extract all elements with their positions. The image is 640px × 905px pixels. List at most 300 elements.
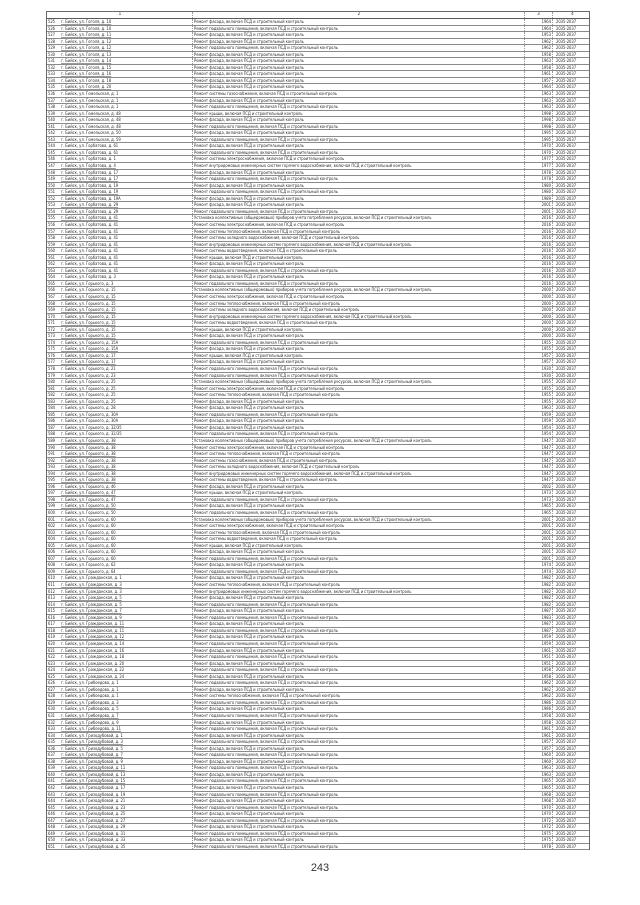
address-cell xyxy=(47,445,193,451)
year-built-cell: 1947 xyxy=(525,445,553,451)
address-text: г. Бийск, ул. Горького, д. 47 xyxy=(61,490,116,496)
planned-period-cell: 2035-2037 xyxy=(556,379,577,385)
work-type-cell: Ремонт фасада, включая ПСД и строительный контроль xyxy=(193,84,525,90)
work-type-cell: Ремонт подвального помещения, включая ПСД и строительный контроль xyxy=(193,739,525,745)
row-number: 546 xyxy=(48,156,56,162)
address-cell xyxy=(47,811,193,817)
row-number: 567 xyxy=(48,293,56,299)
year-built-cell: 1957 xyxy=(525,359,553,365)
planned-period-cell: 2035-2037 xyxy=(556,745,577,751)
row-number: 610 xyxy=(48,575,56,581)
address-cell xyxy=(47,517,193,523)
year-built-cell: 1998 xyxy=(525,124,553,130)
work-type-cell: Установка коллективных (общедомовых) приборов учета потребления ресурсов, включая ПСД и строительный контроль xyxy=(193,438,525,444)
planned-period-cell: 2035-2037 xyxy=(556,267,577,273)
address-text: г. Бийск, ул. Горького, д. 38 xyxy=(61,477,116,483)
year-built-cell: 1930 xyxy=(525,373,553,379)
work-type-cell: Ремонт подвального помещения, включая ПСД и строительный контроль xyxy=(193,615,525,621)
row-number: 624 xyxy=(48,667,56,673)
address-cell xyxy=(47,71,193,77)
address-cell xyxy=(47,608,193,614)
address-cell xyxy=(47,215,193,221)
planned-period-cell: 2035-2037 xyxy=(556,91,577,97)
address-cell xyxy=(47,720,193,726)
address-cell xyxy=(47,510,193,516)
row-number: 556 xyxy=(48,221,56,227)
work-type-cell: Ремонт подвального помещения, включая ПСД и строительный контроль xyxy=(193,805,525,811)
address-text: г. Бийск, ул. Горького, д. 25 xyxy=(61,379,116,385)
address-cell xyxy=(47,464,193,470)
work-type-cell: Ремонт подвального помещения, включая ПСД и строительный контроль xyxy=(193,510,525,516)
work-type-cell: Ремонт фасада, включая ПСД и строительный контроль xyxy=(193,575,525,581)
row-number: 613 xyxy=(48,595,56,601)
year-built-cell: 2016 xyxy=(525,215,553,221)
address-text: г. Бийск, ул. Горького, д. 60 xyxy=(61,516,116,522)
work-type-cell: Установка коллективных (общедомовых) приборов учета потребления ресурсов, включая ПСД и строительный контроль xyxy=(193,287,525,293)
work-type-cell: Ремонт системы теплоснабжения, включая ПСД и строительный контроль xyxy=(193,582,525,588)
address-cell xyxy=(47,320,193,326)
row-number: 553 xyxy=(48,202,56,208)
work-type-cell: Ремонт крыши, включая ПСД и строительный контроль xyxy=(193,111,525,117)
column-header-2: 2 xyxy=(193,12,525,18)
planned-period-cell: 2035-2037 xyxy=(556,221,577,227)
work-type-cell: Ремонт внутридомовых инженерных систем горячего водоснабжения, включая ПСД и строительный контроль xyxy=(193,163,525,169)
address-cell xyxy=(47,700,193,706)
address-text: г. Бийск, ул. Горького, д. 3 xyxy=(61,280,114,286)
year-built-cell: 1947 xyxy=(525,477,553,483)
address-cell xyxy=(47,687,193,693)
column-header-3: 3 xyxy=(525,12,553,18)
planned-period-cell: 2035-2037 xyxy=(556,261,577,267)
row-number: 574 xyxy=(48,339,56,345)
year-built-cell: 1970 xyxy=(525,143,553,149)
work-type-cell: Ремонт подвального помещения, включая ПСД и строительный контроль xyxy=(193,778,525,784)
year-built-cell: 2016 xyxy=(525,222,553,228)
address-text: г. Бийск, ул. Горького, д. 25 xyxy=(61,398,116,404)
address-cell xyxy=(47,255,193,261)
address-cell xyxy=(47,451,193,457)
year-built-cell: 1962 xyxy=(525,39,553,45)
address-cell xyxy=(47,379,193,385)
year-built-cell: 1986 xyxy=(525,706,553,712)
planned-period-cell: 2035-2037 xyxy=(556,680,577,686)
address-cell xyxy=(47,844,193,850)
row-number: 544 xyxy=(48,143,56,149)
planned-period-cell: 2035-2037 xyxy=(556,104,577,110)
address-cell xyxy=(47,412,193,418)
year-built-cell: 1964 xyxy=(525,84,553,90)
address-text: г. Бийск, ул. Гризодубовой, д. 5 xyxy=(61,745,123,751)
row-number: 545 xyxy=(48,149,56,155)
year-built-cell: 1960 xyxy=(525,752,553,758)
address-cell xyxy=(47,680,193,686)
row-number: 528 xyxy=(48,38,56,44)
year-built-cell: 2001 xyxy=(525,549,553,555)
work-type-cell: Ремонт фасада, включая ПСД и строительный контроль xyxy=(193,183,525,189)
address-text: г. Бийск, ул. Гризодубовой, д. 17 xyxy=(61,784,126,790)
work-type-cell: Ремонт системы электроснабжения, включая ПСД и строительный контроль xyxy=(193,222,525,228)
address-text: г. Бийск, ул. Гризодубовой, д. 21 xyxy=(61,798,126,804)
planned-period-cell: 2035-2037 xyxy=(556,398,577,404)
address-cell xyxy=(47,156,193,162)
address-text: г. Бийск, ул. Горбатова, д. 41 xyxy=(61,241,119,247)
address-cell xyxy=(47,314,193,320)
table-row xyxy=(47,844,589,851)
address-cell xyxy=(47,641,193,647)
work-type-cell: Ремонт системы электроснабжения, включая ПСД и строительный контроль xyxy=(193,294,525,300)
address-cell xyxy=(47,798,193,804)
address-text: г. Бийск, ул. Горького, д. 15А xyxy=(61,339,119,345)
work-type-cell: Ремонт внутридомовых инженерных систем горячего водоснабжения, включая ПСД и строительный контроль xyxy=(193,242,525,248)
work-type-cell: Ремонт подвального помещения, включая ПСД и строительный контроль xyxy=(193,818,525,824)
planned-period-cell: 2035-2037 xyxy=(556,529,577,535)
address-cell xyxy=(47,615,193,621)
address-cell xyxy=(47,45,193,51)
year-built-cell: 1962 xyxy=(525,680,553,686)
year-built-cell: 1977 xyxy=(525,156,553,162)
work-type-cell: Ремонт подвального помещения, включая ПСД и строительный контроль xyxy=(193,831,525,837)
row-number: 643 xyxy=(48,791,56,797)
address-cell xyxy=(47,373,193,379)
planned-period-cell: 2035-2037 xyxy=(556,293,577,299)
row-number: 566 xyxy=(48,287,56,293)
row-number: 534 xyxy=(48,77,56,83)
row-number: 537 xyxy=(48,97,56,103)
planned-period-cell: 2035-2037 xyxy=(556,326,577,332)
address-cell xyxy=(47,654,193,660)
work-type-cell: Ремонт системы холодного водоснабжения, включая ПСД и строительный контроль xyxy=(193,307,525,313)
address-text: г. Бийск, ул. Гризодубовой, д. 15 xyxy=(61,778,126,784)
row-number: 651 xyxy=(48,843,56,849)
address-cell xyxy=(47,805,193,811)
year-built-cell: 2000 xyxy=(525,294,553,300)
address-text: г. Бийск, ул. Гризодубовой, д. 13 xyxy=(61,771,126,777)
row-number: 636 xyxy=(48,745,56,751)
address-cell xyxy=(47,778,193,784)
planned-period-cell: 2035-2037 xyxy=(556,189,577,195)
year-built-cell: 1975 xyxy=(525,831,553,837)
planned-period-cell: 2035-2037 xyxy=(556,149,577,155)
row-number: 635 xyxy=(48,739,56,745)
planned-period-cell: 2035-2037 xyxy=(556,51,577,57)
work-type-cell: Ремонт подвального помещения, включая ПСД и строительный контроль xyxy=(193,752,525,758)
address-text: г. Бийск, ул. Гражданская, д. 3 xyxy=(61,582,122,588)
address-text: г. Бийск, ул. Горького, д. 60 xyxy=(61,529,116,535)
address-cell xyxy=(47,39,193,45)
address-text: г. Бийск, ул. Гражданская, д. 14 xyxy=(61,640,125,646)
address-text: г. Бийск, ул. Грибоедова, д. 1 xyxy=(61,693,119,699)
work-type-cell: Ремонт подвального помещения, включая ПСД и строительный контроль xyxy=(193,189,525,195)
planned-period-cell: 2035-2037 xyxy=(556,634,577,640)
row-number: 584 xyxy=(48,405,56,411)
work-type-cell: Ремонт подвального помещения, включая ПСД и строительный контроль xyxy=(193,373,525,379)
year-built-cell: 1982 xyxy=(525,589,553,595)
address-cell xyxy=(47,785,193,791)
address-text: г. Бийск, ул. Горбатова, д. 41 xyxy=(61,267,119,273)
planned-period-cell: 2035-2037 xyxy=(556,215,577,221)
work-type-cell: Ремонт фасада, включая ПСД и строительный контроль xyxy=(193,359,525,365)
planned-period-cell: 2035-2037 xyxy=(556,143,577,149)
planned-period-cell: 2035-2037 xyxy=(556,739,577,745)
planned-period-cell: 2035-2037 xyxy=(556,778,577,784)
year-built-cell: 1982 xyxy=(525,602,553,608)
address-cell xyxy=(47,648,193,654)
planned-period-cell: 2035-2037 xyxy=(556,752,577,758)
address-text: г. Бийск, ул. Грибоедова, д. 11 xyxy=(61,726,121,732)
row-number: 596 xyxy=(48,483,56,489)
year-built-cell: 2001 xyxy=(525,523,553,529)
work-type-cell: Ремонт системы теплоснабжения, включая ПСД и строительный контроль xyxy=(193,229,525,235)
planned-period-cell: 2035-2037 xyxy=(556,817,577,823)
work-type-cell: Ремонт системы водоотведения, включая ПСД и строительный контроль xyxy=(193,248,525,254)
address-text: г. Бийск, ул. Горького, д. 60 xyxy=(61,549,116,555)
planned-period-cell: 2035-2037 xyxy=(556,58,577,64)
year-built-cell: 1998 xyxy=(525,117,553,123)
address-text: г. Бийск, ул. Гоголя, д. 16 xyxy=(61,71,112,77)
planned-period-cell: 2035-2037 xyxy=(556,117,577,123)
work-type-cell: Ремонт фасада, включая ПСД и строительный контроль xyxy=(193,648,525,654)
address-text: г. Бийск, ул. Гризодубовой, д. 11 xyxy=(61,765,126,771)
address-cell xyxy=(47,104,193,110)
planned-period-cell: 2035-2037 xyxy=(556,405,577,411)
planned-period-cell: 2035-2037 xyxy=(556,490,577,496)
planned-period-cell: 2035-2037 xyxy=(556,77,577,83)
address-cell xyxy=(47,124,193,130)
planned-period-cell: 2035-2037 xyxy=(556,824,577,830)
address-text: г. Бийск, ул. Горбатова, д. 19А xyxy=(61,195,121,201)
address-text: г. Бийск, ул. Горбатова, д. 19 xyxy=(61,189,119,195)
address-text: г. Бийск, ул. Горького, д. 28 xyxy=(61,405,116,411)
planned-period-cell: 2035-2037 xyxy=(556,595,577,601)
planned-period-cell: 2035-2037 xyxy=(556,784,577,790)
year-built-cell: 1986 xyxy=(525,700,553,706)
address-text: г. Бийск, ул. Горбатова, д. 41 xyxy=(61,221,119,227)
address-cell xyxy=(47,117,193,123)
address-cell xyxy=(47,562,193,568)
work-type-cell: Ремонт подвального помещения, включая ПСД и строительный контроль xyxy=(193,26,525,32)
row-number: 540 xyxy=(48,117,56,123)
work-type-cell: Ремонт подвального помещения, включая ПСД и строительный контроль xyxy=(193,680,525,686)
work-type-cell: Ремонт фасада, включая ПСД и строительный контроль xyxy=(193,720,525,726)
row-number: 543 xyxy=(48,136,56,142)
year-built-cell: 1959 xyxy=(525,634,553,640)
address-text: г. Бийск, ул. Гражданская, д. 1 xyxy=(61,575,122,581)
work-type-cell: Ремонт фасада, включая ПСД и строительный контроль xyxy=(193,52,525,58)
year-built-cell: 1974 xyxy=(525,569,553,575)
address-text: г. Бийск, ул. Горького, д. 15 xyxy=(61,293,116,299)
work-type-cell: Ремонт фасада, включая ПСД и строительный контроль xyxy=(193,58,525,64)
address-text: г. Бийск, ул. Гоголя, д. 10 xyxy=(61,25,112,31)
planned-period-cell: 2035-2037 xyxy=(556,359,577,365)
address-text: г. Бийск, ул. Горбатова, д. 41 xyxy=(61,261,119,267)
planned-period-cell: 2035-2037 xyxy=(556,424,577,430)
work-type-cell: Ремонт фасада, включая ПСД и строительный контроль xyxy=(193,78,525,84)
row-number: 582 xyxy=(48,392,56,398)
planned-period-cell: 2035-2037 xyxy=(556,169,577,175)
address-cell xyxy=(47,170,193,176)
year-built-cell: 2000 xyxy=(525,301,553,307)
address-text: г. Бийск, ул. Горького, д. 17 xyxy=(61,352,116,358)
year-built-cell: 1963 xyxy=(525,91,553,97)
work-type-cell: Ремонт фасада, включая ПСД и строительный контроль xyxy=(193,117,525,123)
address-text: г. Бийск, ул. Гризодубовой, д. 1 xyxy=(61,732,123,738)
row-number: 650 xyxy=(48,837,56,843)
address-cell xyxy=(47,84,193,90)
row-number: 608 xyxy=(48,562,56,568)
year-built-cell: 2002 xyxy=(525,484,553,490)
year-built-cell: 1959 xyxy=(525,412,553,418)
work-type-cell: Ремонт фасада, включая ПСД и строительный контроль xyxy=(193,418,525,424)
work-type-cell: Ремонт фасада, включая ПСД и строительный контроль xyxy=(193,549,525,555)
planned-period-cell: 2035-2037 xyxy=(556,411,577,417)
planned-period-cell: 2035-2037 xyxy=(556,365,577,371)
address-text: г. Бийск, ул. Гоголя, д. 15 xyxy=(61,64,112,70)
planned-period-cell: 2035-2037 xyxy=(556,654,577,660)
row-number: 588 xyxy=(48,431,56,437)
address-cell xyxy=(47,222,193,228)
planned-period-cell: 2035-2037 xyxy=(556,182,577,188)
planned-period-cell: 2035-2037 xyxy=(556,647,577,653)
planned-period-cell: 2035-2037 xyxy=(556,712,577,718)
address-text: г. Бийск, ул. Грибоедова, д. 9 xyxy=(61,719,119,725)
work-type-cell: Ремонт системы электроснабжения, включая ПСД и строительный контроль xyxy=(193,523,525,529)
planned-period-cell: 2035-2037 xyxy=(556,352,577,358)
year-built-cell: 1983 xyxy=(525,615,553,621)
address-text: г. Бийск, ул. Горького, д. 15 xyxy=(61,326,116,332)
address-text: г. Бийск, ул. Горького, д. 38 xyxy=(61,444,116,450)
address-cell xyxy=(47,661,193,667)
work-type-cell: Ремонт фасада, включая ПСД и строительный контроль xyxy=(193,346,525,352)
planned-period-cell: 2035-2037 xyxy=(556,71,577,77)
address-cell xyxy=(47,575,193,581)
work-type-cell: Ремонт фасада, включая ПСД и строительный контроль xyxy=(193,562,525,568)
row-number: 630 xyxy=(48,706,56,712)
year-built-cell: 1987 xyxy=(525,621,553,627)
planned-period-cell: 2035-2037 xyxy=(556,300,577,306)
row-number: 595 xyxy=(48,477,56,483)
planned-period-cell: 2035-2037 xyxy=(556,667,577,673)
planned-period-cell: 2035-2037 xyxy=(556,523,577,529)
column-header-4: 4 xyxy=(571,12,574,17)
row-number: 602 xyxy=(48,523,56,529)
year-built-cell: 2001 xyxy=(525,536,553,542)
address-cell xyxy=(47,229,193,235)
address-text: г. Бийск, ул. Горького, д. 21 xyxy=(61,365,116,371)
address-text: г. Бийск, ул. Горбатова, д. 1 xyxy=(61,156,116,162)
address-cell xyxy=(47,268,193,274)
year-built-cell: 1974 xyxy=(525,562,553,568)
work-type-cell: Ремонт фасада, включая ПСД и строительный контроль xyxy=(193,71,525,77)
planned-period-cell: 2035-2037 xyxy=(556,464,577,470)
address-text: г. Бийск, ул. Горького, д. 15 xyxy=(61,333,116,339)
address-text: г. Бийск, ул. Горбатова, д. 29 xyxy=(61,208,119,214)
work-type-cell: Ремонт подвального помещения, включая ПСД и строительный контроль xyxy=(193,150,525,156)
planned-period-cell: 2035-2037 xyxy=(556,496,577,502)
address-cell xyxy=(47,307,193,313)
address-text: г. Бийск, ул. Горбатова, д. 41 xyxy=(61,235,119,241)
address-text: г. Бийск, ул. Гомельская, д. 48 xyxy=(61,110,121,116)
work-type-cell: Ремонт фасада, включая ПСД и строительный контроль xyxy=(193,733,525,739)
address-cell xyxy=(47,143,193,149)
work-type-cell: Ремонт подвального помещения, включая ПСД и строительный контроль xyxy=(193,209,525,215)
row-number: 558 xyxy=(48,235,56,241)
row-number: 549 xyxy=(48,176,56,182)
row-number: 634 xyxy=(48,732,56,738)
year-built-cell: 2016 xyxy=(525,229,553,235)
address-text: г. Бийск, ул. Горького, д. 50 xyxy=(61,510,116,516)
address-text: г. Бийск, ул. Горького, д. 32/35 xyxy=(61,431,122,437)
address-text: г. Бийск, ул. Горького, д. 38 xyxy=(61,438,116,443)
address-text: г. Бийск, ул. Гражданская, д. 18 xyxy=(61,654,125,660)
address-cell xyxy=(47,818,193,824)
address-text: г. Бийск, ул. Гомельская, д. 1 xyxy=(61,91,119,97)
work-type-cell: Ремонт фасада, включая ПСД и строительный контроль xyxy=(193,39,525,45)
work-type-cell: Ремонт системы газоснабжения, включая ПСД и строительный контроль xyxy=(193,91,525,97)
year-built-cell: 2000 xyxy=(525,287,553,293)
planned-period-cell: 2035-2037 xyxy=(556,19,577,24)
work-type-cell: Ремонт фасада, включая ПСД и строительный контроль xyxy=(193,837,525,843)
address-cell xyxy=(47,772,193,778)
row-number: 555 xyxy=(48,215,56,221)
address-text: г. Бийск, ул. Горького, д. 30А xyxy=(61,418,119,424)
row-number: 579 xyxy=(48,372,56,378)
address-cell xyxy=(47,301,193,307)
address-cell xyxy=(47,523,193,529)
row-number: 611 xyxy=(48,582,56,588)
planned-period-cell: 2035-2037 xyxy=(556,280,577,286)
address-text: г. Бийск, ул. Гризодубовой, д. 23 xyxy=(61,804,126,810)
work-type-cell: Ремонт подвального помещения, включая ПСД и строительный контроль xyxy=(193,45,525,51)
address-text: г. Бийск, ул. Гоголя, д. 20 xyxy=(61,84,112,90)
year-built-cell: 2000 xyxy=(525,333,553,339)
work-type-cell: Ремонт подвального помещения, включая ПСД и строительный контроль xyxy=(193,556,525,562)
address-text: г. Бийск, ул. Горького, д. 62 xyxy=(61,562,116,568)
work-type-cell: Ремонт подвального помещения, включая ПСД и строительный контроль xyxy=(193,726,525,732)
year-built-cell: 1963 xyxy=(525,98,553,104)
planned-period-cell: 2035-2037 xyxy=(556,503,577,509)
address-text: г. Бийск, ул. Гризодубовой, д. 33 xyxy=(61,837,126,843)
row-number: 572 xyxy=(48,326,56,332)
row-number: 612 xyxy=(48,588,56,594)
year-built-cell: 2016 xyxy=(525,261,553,267)
planned-period-cell: 2035-2037 xyxy=(556,202,577,208)
year-built-cell: 1977 xyxy=(525,163,553,169)
address-cell xyxy=(47,163,193,169)
row-number: 563 xyxy=(48,267,56,273)
row-number: 575 xyxy=(48,346,56,352)
work-type-cell: Ремонт фасада, включая ПСД и строительный контроль xyxy=(193,170,525,176)
year-built-cell: 1965 xyxy=(525,510,553,516)
planned-period-cell: 2035-2037 xyxy=(556,608,577,614)
work-type-cell: Ремонт фасада, включая ПСД и строительный контроль xyxy=(193,143,525,149)
planned-period-cell: 2035-2037 xyxy=(556,693,577,699)
year-built-cell: 1957 xyxy=(525,78,553,84)
planned-period-cell: 2035-2037 xyxy=(556,510,577,516)
address-text: г. Бийск, ул. Горького, д. 15 xyxy=(61,313,116,319)
column-header-1: 1 xyxy=(47,12,193,18)
address-cell xyxy=(47,274,193,280)
address-text: г. Бийск, ул. Гоголя, д. 11 xyxy=(61,32,112,38)
row-number: 620 xyxy=(48,640,56,646)
year-built-cell: 1961 xyxy=(525,733,553,739)
address-cell xyxy=(47,340,193,346)
row-number: 598 xyxy=(48,496,56,502)
row-number: 561 xyxy=(48,254,56,260)
address-cell xyxy=(47,294,193,300)
year-built-cell: 1980 xyxy=(525,189,553,195)
planned-period-cell: 2035-2037 xyxy=(556,313,577,319)
row-number: 640 xyxy=(48,771,56,777)
